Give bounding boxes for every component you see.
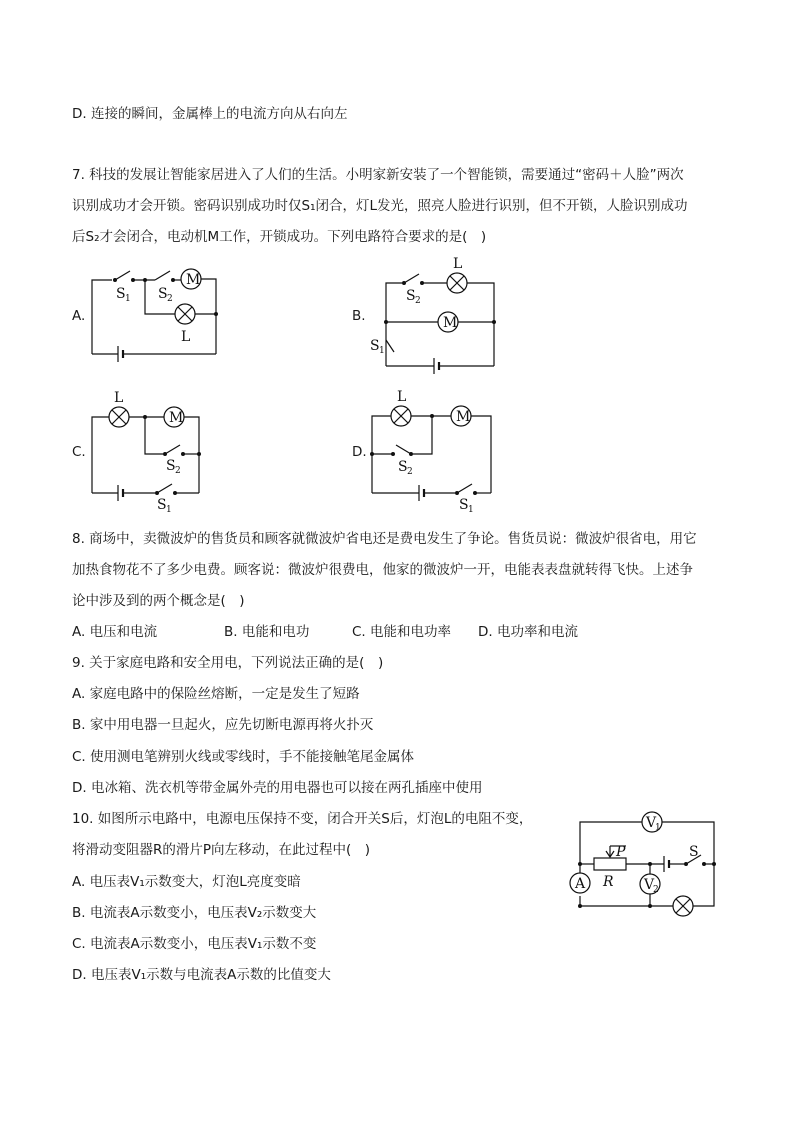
lamp-label: L bbox=[114, 390, 124, 406]
q10-stem-line-2: 将滑动变阻器R的滑片P向左移动，在此过程中( ) bbox=[72, 842, 371, 858]
switch-subscript: 1 bbox=[468, 505, 474, 515]
switch-subscript: 1 bbox=[166, 505, 172, 515]
q9-option-b: B. 家中用电器一旦起火，应先切断电源再将火扑灭 bbox=[72, 717, 374, 733]
q8-stem-line-3: 论中涉及到的两个概念是( ) bbox=[72, 593, 245, 609]
q7-option-a-label: A. bbox=[72, 308, 86, 324]
voltmeter-v1-subscript: 1 bbox=[655, 823, 661, 833]
q8-stem-line-2: 加热食物花不了多少电费。顾客说：微波炉很费电，他家的微波炉一开，电能表表盘就转得飞快。上述争 bbox=[72, 562, 693, 578]
motor-label: M bbox=[186, 272, 201, 288]
switch-label: S bbox=[370, 338, 380, 354]
q7-option-c-label: C. bbox=[72, 444, 86, 460]
q9-option-c: C. 使用测电笔辨别火线或零线时，手不能接触笔尾金属体 bbox=[72, 749, 415, 765]
resistor-label: R bbox=[603, 874, 614, 890]
motor-label: M bbox=[456, 409, 471, 425]
q10-option-d: D. 电压表V₁示数与电流表A示数的比值变大 bbox=[72, 967, 331, 983]
q8-option-d: D. 电功率和电流 bbox=[478, 624, 578, 640]
q10-option-a: A. 电压表V₁示数变大，灯泡L亮度变暗 bbox=[72, 874, 301, 890]
switch-subscript: 1 bbox=[125, 294, 131, 304]
q7-option-b-label: B. bbox=[352, 308, 366, 324]
q10-stem-line-1: 10. 如图所示电路中，电源电压保持不变，闭合开关S后，灯泡L的电阻不变， bbox=[72, 811, 533, 827]
q7-stem-line-3: 后S₂才会闭合，电动机M工作，开锁成功。下列电路符合要求的是( ) bbox=[72, 229, 487, 245]
q8-option-a: A. 电压和电流 bbox=[72, 624, 158, 640]
q7-option-d-label: D. bbox=[352, 444, 367, 460]
voltmeter-v1-label: V bbox=[646, 815, 657, 831]
switch-label: S bbox=[158, 286, 168, 302]
q8-stem-line-1: 8. 商场中，卖微波炉的售货员和顾客就微波炉省电还是费电发生了争论。售货员说：微波炉很省电，用它 bbox=[72, 531, 697, 547]
circuit-c bbox=[92, 407, 201, 501]
q10-option-b: B. 电流表A示数变小，电压表V₂示数变大 bbox=[72, 905, 317, 921]
switch-label: S bbox=[459, 497, 469, 513]
q7-stem-line-1: 7. 科技的发展让智能家居进入了人们的生活。小明家新安装了一个智能锁，需要通过“密码＋人脸”两次 bbox=[72, 167, 684, 183]
q9-stem: 9. 关于家庭电路和安全用电，下列说法正确的是( ) bbox=[72, 655, 384, 671]
circuit-q10 bbox=[570, 812, 716, 916]
motor-label: M bbox=[443, 315, 458, 331]
switch-label: S bbox=[157, 497, 167, 513]
q6-option-d: D. 连接的瞬间，金属棒上的电流方向从右向左 bbox=[72, 106, 348, 122]
circuit-d bbox=[370, 406, 491, 501]
lamp-label: L bbox=[181, 329, 191, 345]
q10-option-c: C. 电流表A示数变小，电压表V₁示数不变 bbox=[72, 936, 317, 952]
switch-subscript: 1 bbox=[379, 346, 385, 356]
lamp-label: L bbox=[397, 389, 407, 405]
switch-label: S bbox=[116, 286, 126, 302]
switch-subscript: 2 bbox=[175, 466, 181, 476]
slider-label: P bbox=[616, 844, 626, 860]
q9-option-d: D. 电冰箱、洗衣机等带金属外壳的用电器也可以接在两孔插座中使用 bbox=[72, 780, 483, 796]
switch-subscript: 2 bbox=[167, 294, 173, 304]
q8-option-c: C. 电能和电功率 bbox=[352, 624, 452, 640]
lamp-label: L bbox=[453, 256, 463, 272]
switch-subscript: 2 bbox=[415, 296, 421, 306]
switch-label: S bbox=[166, 458, 176, 474]
q9-option-a: A. 家庭电路中的保险丝熔断，一定是发生了短路 bbox=[72, 686, 360, 702]
ammeter-label: A bbox=[575, 876, 586, 892]
voltmeter-v2-label: V bbox=[644, 877, 655, 893]
motor-label: M bbox=[169, 410, 184, 426]
circuit-b bbox=[384, 273, 496, 374]
q8-option-b: B. 电能和电功 bbox=[224, 624, 310, 640]
switch-subscript: 2 bbox=[407, 467, 413, 477]
switch-label: S bbox=[689, 844, 699, 860]
switch-label: S bbox=[398, 459, 408, 475]
switch-label: S bbox=[406, 288, 416, 304]
q7-stem-line-2: 识别成功才会开锁。密码识别成功时仅S₁闭合，灯L发光，照亮人脸进行识别，但不开锁，人脸识别成功 bbox=[72, 198, 688, 214]
voltmeter-v2-subscript: 2 bbox=[653, 885, 659, 895]
